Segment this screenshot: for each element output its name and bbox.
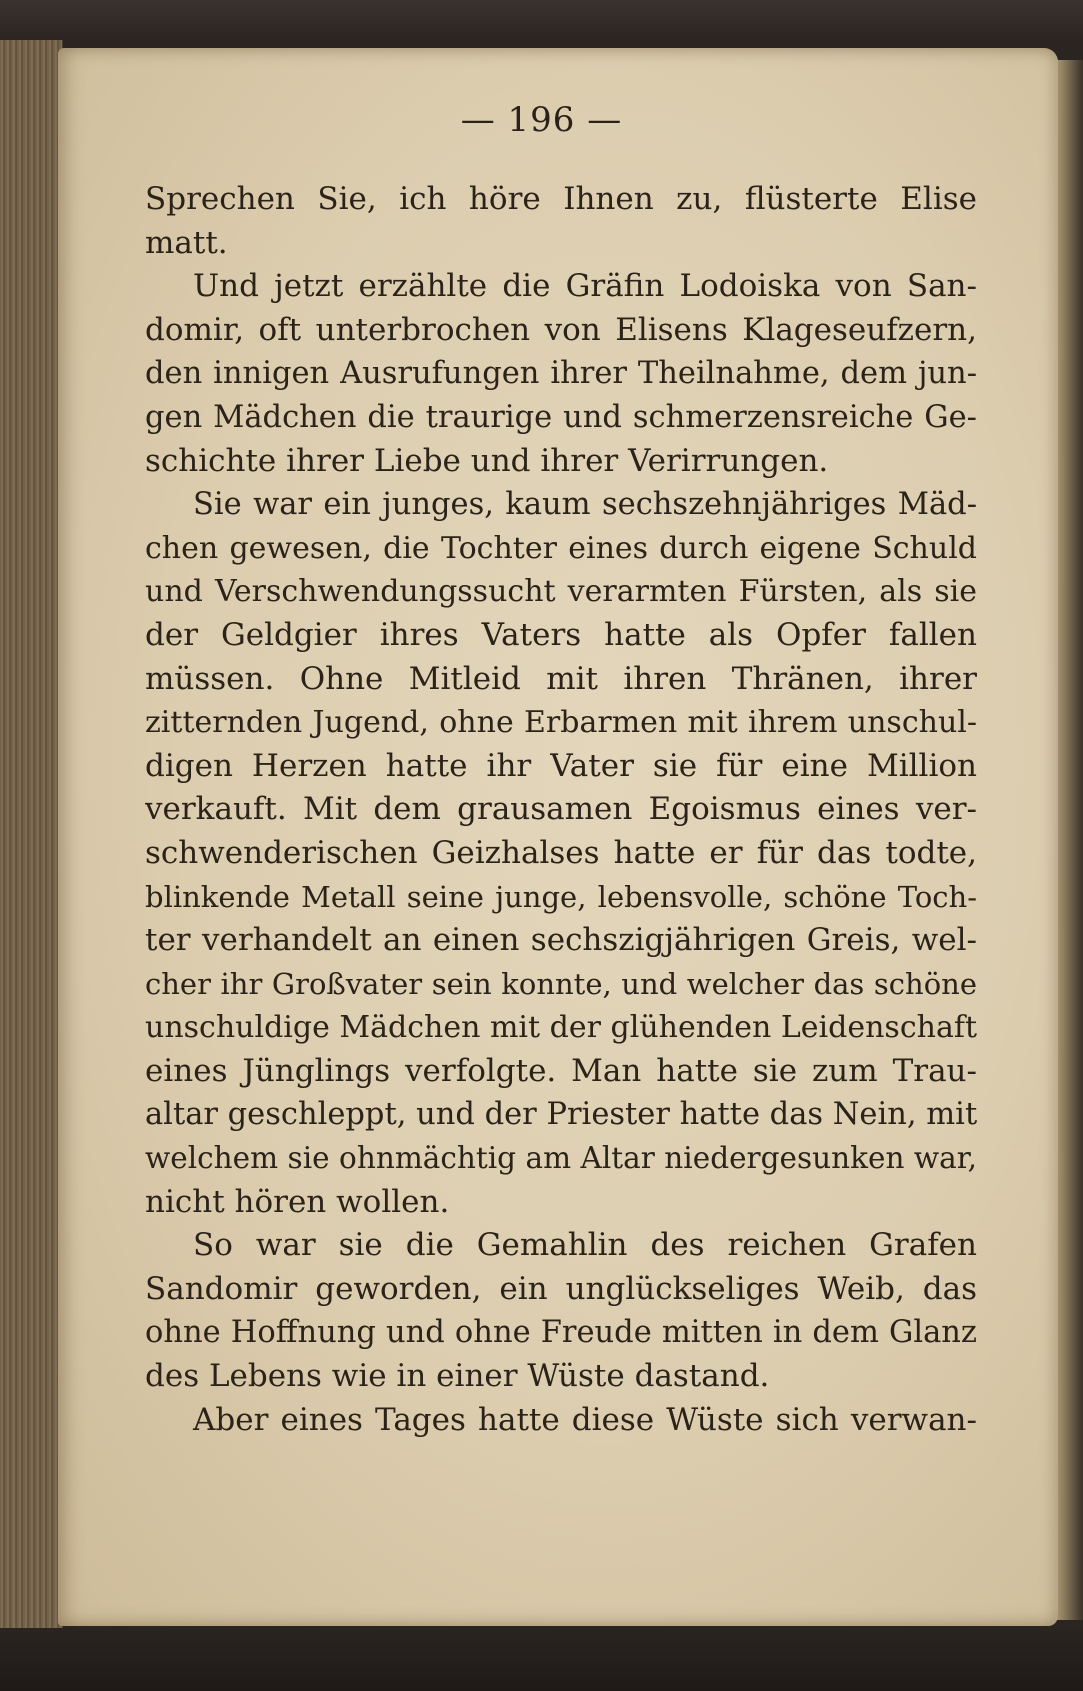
text-line: digen Herzen hatte ihr Vater sie für eine Million xyxy=(145,747,977,784)
body-text xyxy=(145,178,977,1442)
text-line: ohne Hoffnung und ohne Freude mitten in dem Glanz xyxy=(145,1315,977,1351)
text-line: verkauft. Mit dem grausamen Egoismus eines ver- xyxy=(145,791,977,828)
text-line: cher ihr Großvater sein konnte, und welcher das schöne xyxy=(145,966,977,1001)
text-line: und Verschwendungssucht verarmten Fürsten, als sie xyxy=(145,574,977,610)
book-cover-bottom-edge xyxy=(0,1628,1083,1691)
text-line: nicht hören wollen. xyxy=(145,1183,450,1220)
text-line: chen gewesen, die Tochter eines durch eigene Schuld xyxy=(145,530,977,566)
text-line: eines Jünglings verfolgte. Man hatte sie zum Trau- xyxy=(145,1052,977,1089)
text-line: Sprechen Sie, ich höre Ihnen zu, flüsterte Elise xyxy=(145,181,977,217)
text-line: zitternden Jugend, ohne Erbarmen mit ihrem unschul- xyxy=(145,705,977,741)
text-line: müssen. Ohne Mitleid mit ihren Thränen, ihrer xyxy=(145,660,977,697)
text-line: schichte ihrer Liebe und ihrer Verirrungen. xyxy=(145,442,829,479)
book-cover-top-edge xyxy=(0,0,1083,44)
page-number: — 196 — xyxy=(460,100,623,140)
text-line: unschuldige Mädchen mit der glühenden Leidenschaft xyxy=(145,1010,977,1046)
text-line: Sandomir geworden, ein unglückseliges Weib, das xyxy=(145,1270,977,1307)
text-line: gen Mädchen die traurige und schmerzensreiche Ge- xyxy=(145,399,977,435)
text-line: den innigen Ausrufungen ihrer Theilnahme, dem jun- xyxy=(145,356,977,392)
text-line: der Geldgier ihres Vaters hatte als Opfer fallen xyxy=(145,616,977,653)
text-line: Aber eines Tages hatte diese Wüste sich verwan- xyxy=(193,1401,977,1438)
text-line: des Lebens wie in einer Wüste dastand. xyxy=(145,1358,770,1395)
text-line: blinkende Metall seine junge, lebensvolle, schöne Toch- xyxy=(145,879,977,914)
text-line: schwenderischen Geizhalses hatte er für das todte, xyxy=(145,834,977,871)
text-line: welchem sie ohnmächtig am Altar niedergesunken war, xyxy=(145,1141,977,1176)
page-stack-edge xyxy=(0,40,63,1632)
text-line: matt. xyxy=(145,224,228,261)
text-line: ter verhandelt an einen sechszigjährigen Greis, wel- xyxy=(145,922,977,959)
text-line: So war sie die Gemahlin des reichen Grafen xyxy=(193,1227,977,1264)
text-line: Sie war ein junges, kaum sechszehnjähriges Mäd- xyxy=(193,487,977,523)
text-line: Und jetzt erzählte die Gräfin Lodoiska von San- xyxy=(193,268,977,305)
text-line: altar geschleppt, und der Priester hatte das Nein, mit xyxy=(145,1097,977,1133)
text-line: domir, oft unterbrochen von Elisens Klageseufzern, xyxy=(145,311,977,348)
